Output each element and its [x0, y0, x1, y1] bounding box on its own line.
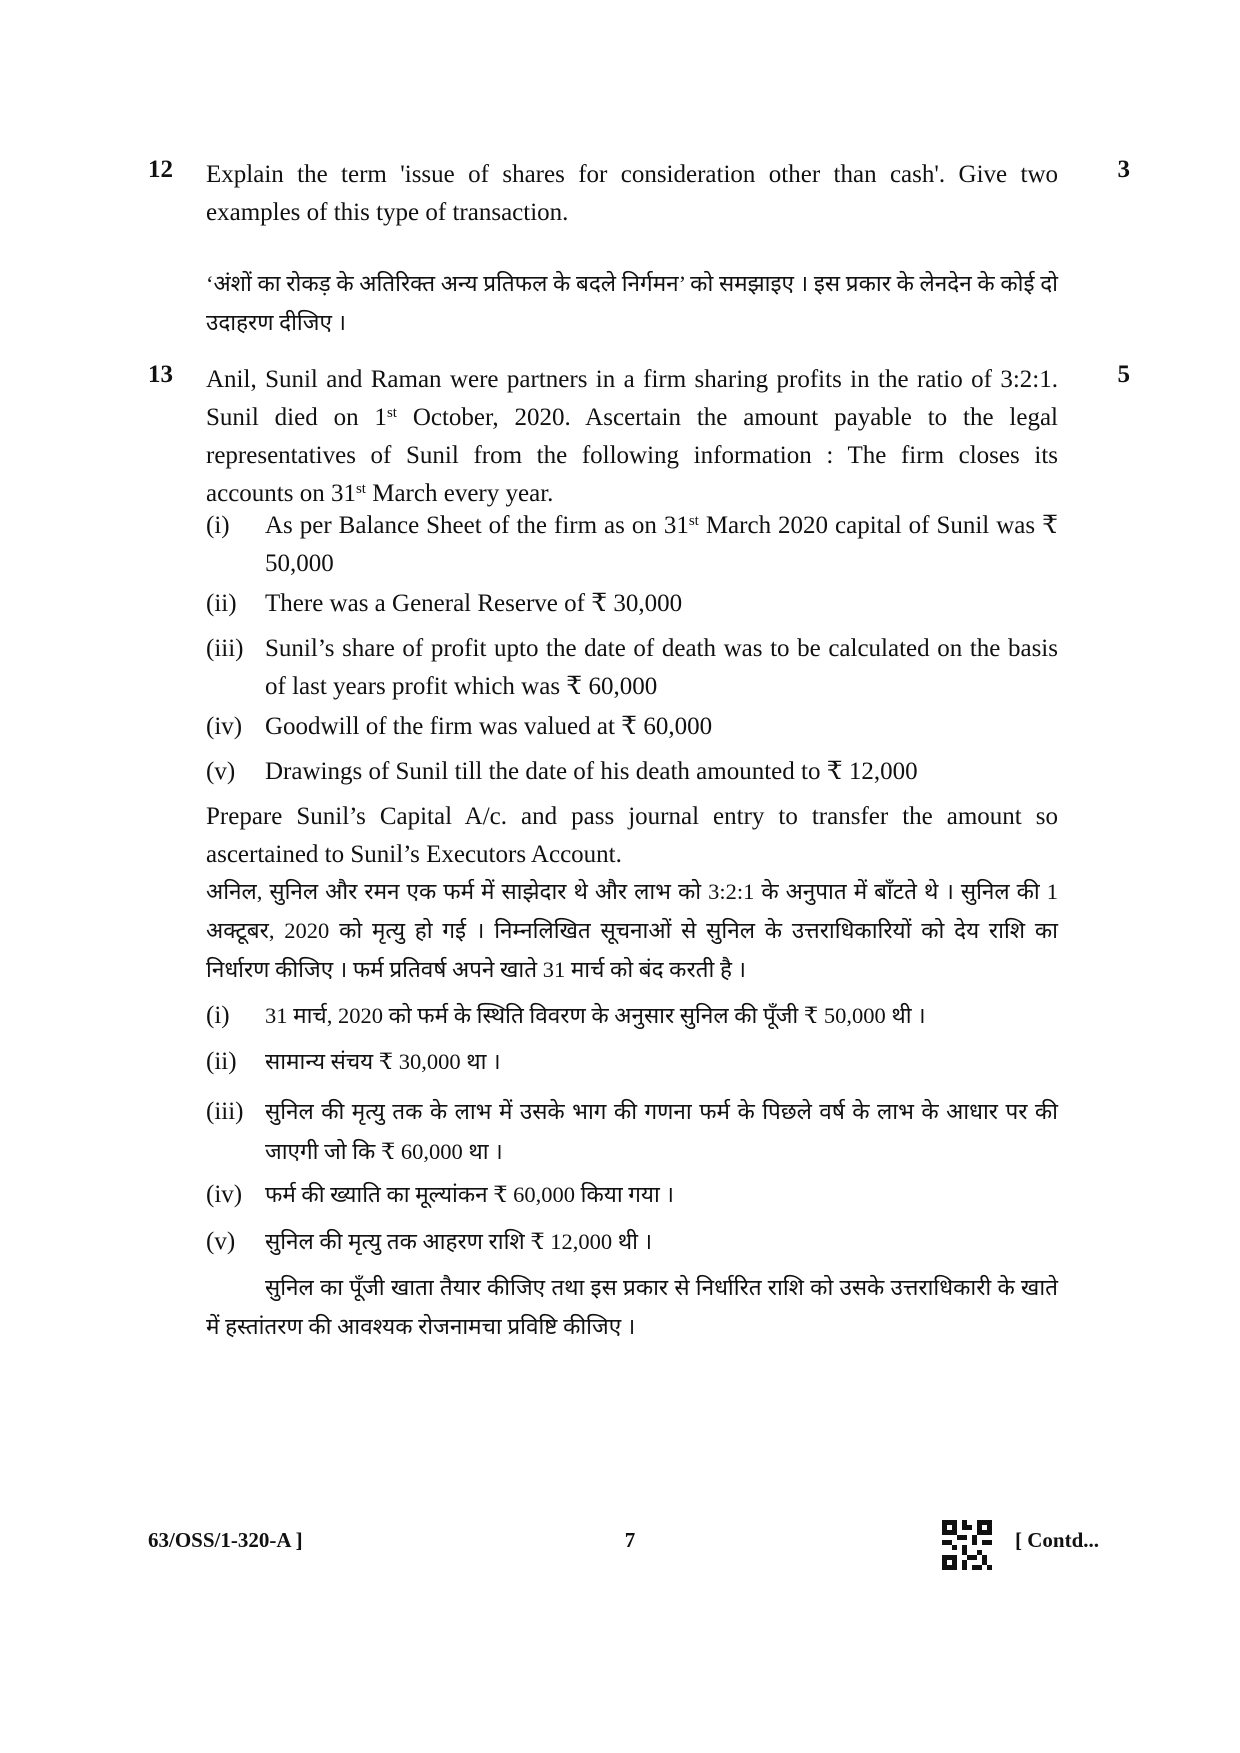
hindi-item-4	[206, 1175, 1058, 1215]
item-text: Goodwill of the firm was valued at ₹ 60,000	[265, 713, 713, 740]
hindi-item-3	[206, 1092, 1058, 1172]
english-item-3	[206, 630, 1058, 706]
question-12-number: 12	[148, 156, 173, 183]
item-label: (iv)	[206, 1181, 243, 1208]
question-13-hindi-task: सुनिल का पूँजी खाता तैयार कीजिए तथा इस प्रकार से निर्धारित राशि को उसके उत्तराधिकारी के खाते में हस्तांतरण की आवश्यक रोजनामचा प्रविष्टि कीजिए ।	[206, 1275, 1058, 1339]
item-label: (iv)	[206, 713, 243, 740]
item-label: (i)	[206, 512, 230, 539]
item-text: सामान्य संचय ₹ 30,000 था ।	[265, 1049, 501, 1074]
item-text: Sunil’s share of profit upto the date of death was to be calculated on the basis of last years profit which was ₹ 60,000	[265, 635, 1058, 700]
question-13-number: 13	[148, 361, 173, 388]
question-12-marks: 3	[1117, 156, 1130, 183]
item-label: (iii)	[206, 1098, 244, 1125]
hindi-item-5	[206, 1222, 1058, 1262]
item-text: सुनिल की मृत्यु तक आहरण राशि ₹ 12,000 थी ।	[265, 1229, 653, 1254]
qr-code-icon	[942, 1520, 992, 1570]
question-13-hindi-intro: अनिल, सुनिल और रमन एक फर्म में साझेदार थे और लाभ को 3:2:1 के अनुपात में बाँटते थे । सुनिल की 1 अक्टूबर, 2020 को मृत्यु हो गई । निम्नलिखित सूचनाओं से सुनिल के उत्तराधिकारियों को देय राशि का निर्धारण कीजिए । फर्म प्रतिवर्ष अपने खाते 31 मार्च को बंद करती है ।	[206, 879, 1058, 982]
item-text: Drawings of Sunil till the date of his death amounted to ₹ 12,000	[265, 758, 918, 785]
question-13-marks: 5	[1117, 361, 1130, 388]
item-text: फर्म की ख्याति का मूल्यांकन ₹ 60,000 किया गया ।	[265, 1182, 674, 1207]
english-item-2	[206, 585, 1058, 623]
page-number: 7	[624, 1528, 636, 1552]
question-12-english: Explain the term 'issue of shares for consideration other than cash'. Give two examples of this type of transaction.	[206, 161, 1058, 226]
english-item-1	[206, 507, 1058, 583]
item-text: As per Balance Sheet of the firm as on 31st March 2020 capital of Sunil was ₹ 50,000	[265, 512, 1058, 577]
item-label: (i)	[206, 1002, 230, 1029]
english-item-4	[206, 708, 1058, 746]
question-12-hindi: ‘अंशों का रोकड़ के अतिरिक्त अन्य प्रतिफल के बदले निर्गमन’ को समझाइए । इस प्रकार के लेनदेन के कोई दो उदाहरण दीजिए ।	[206, 271, 1058, 335]
continued-label: [ Contd...	[1015, 1528, 1100, 1552]
item-text: 31 मार्च, 2020 को फर्म के स्थिति विवरण के अनुसार सुनिल की पूँजी ₹ 50,000 थी ।	[265, 1003, 926, 1028]
paper-code: 63/OSS/1-320-A ]	[148, 1528, 303, 1552]
question-13-english-intro: Anil, Sunil and Raman were partners in a firm sharing profits in the ratio of 3:2:1. Sunil died on 1st October, 2020. Ascertain the amount payable to the legal representatives of Sunil from the following information : The firm closes its accounts on 31st March every year.	[206, 366, 1058, 507]
item-label: (ii)	[206, 590, 237, 617]
item-label: (ii)	[206, 1048, 237, 1075]
hindi-item-1	[206, 996, 1058, 1036]
item-text: सुनिल की मृत्यु तक के लाभ में उसके भाग की गणना फर्म के पिछले वर्ष के लाभ के आधार पर की जाएगी जो कि ₹ 60,000 था ।	[265, 1099, 1058, 1164]
item-text: There was a General Reserve of ₹ 30,000	[265, 590, 683, 617]
english-item-5	[206, 753, 1058, 791]
question-13-english-task: Prepare Sunil’s Capital A/c. and pass journal entry to transfer the amount so ascertained to Sunil’s Executors Account.	[206, 803, 1058, 868]
hindi-item-2	[206, 1042, 1058, 1082]
item-label: (v)	[206, 1228, 236, 1255]
item-label: (v)	[206, 758, 236, 785]
item-label: (iii)	[206, 635, 244, 662]
